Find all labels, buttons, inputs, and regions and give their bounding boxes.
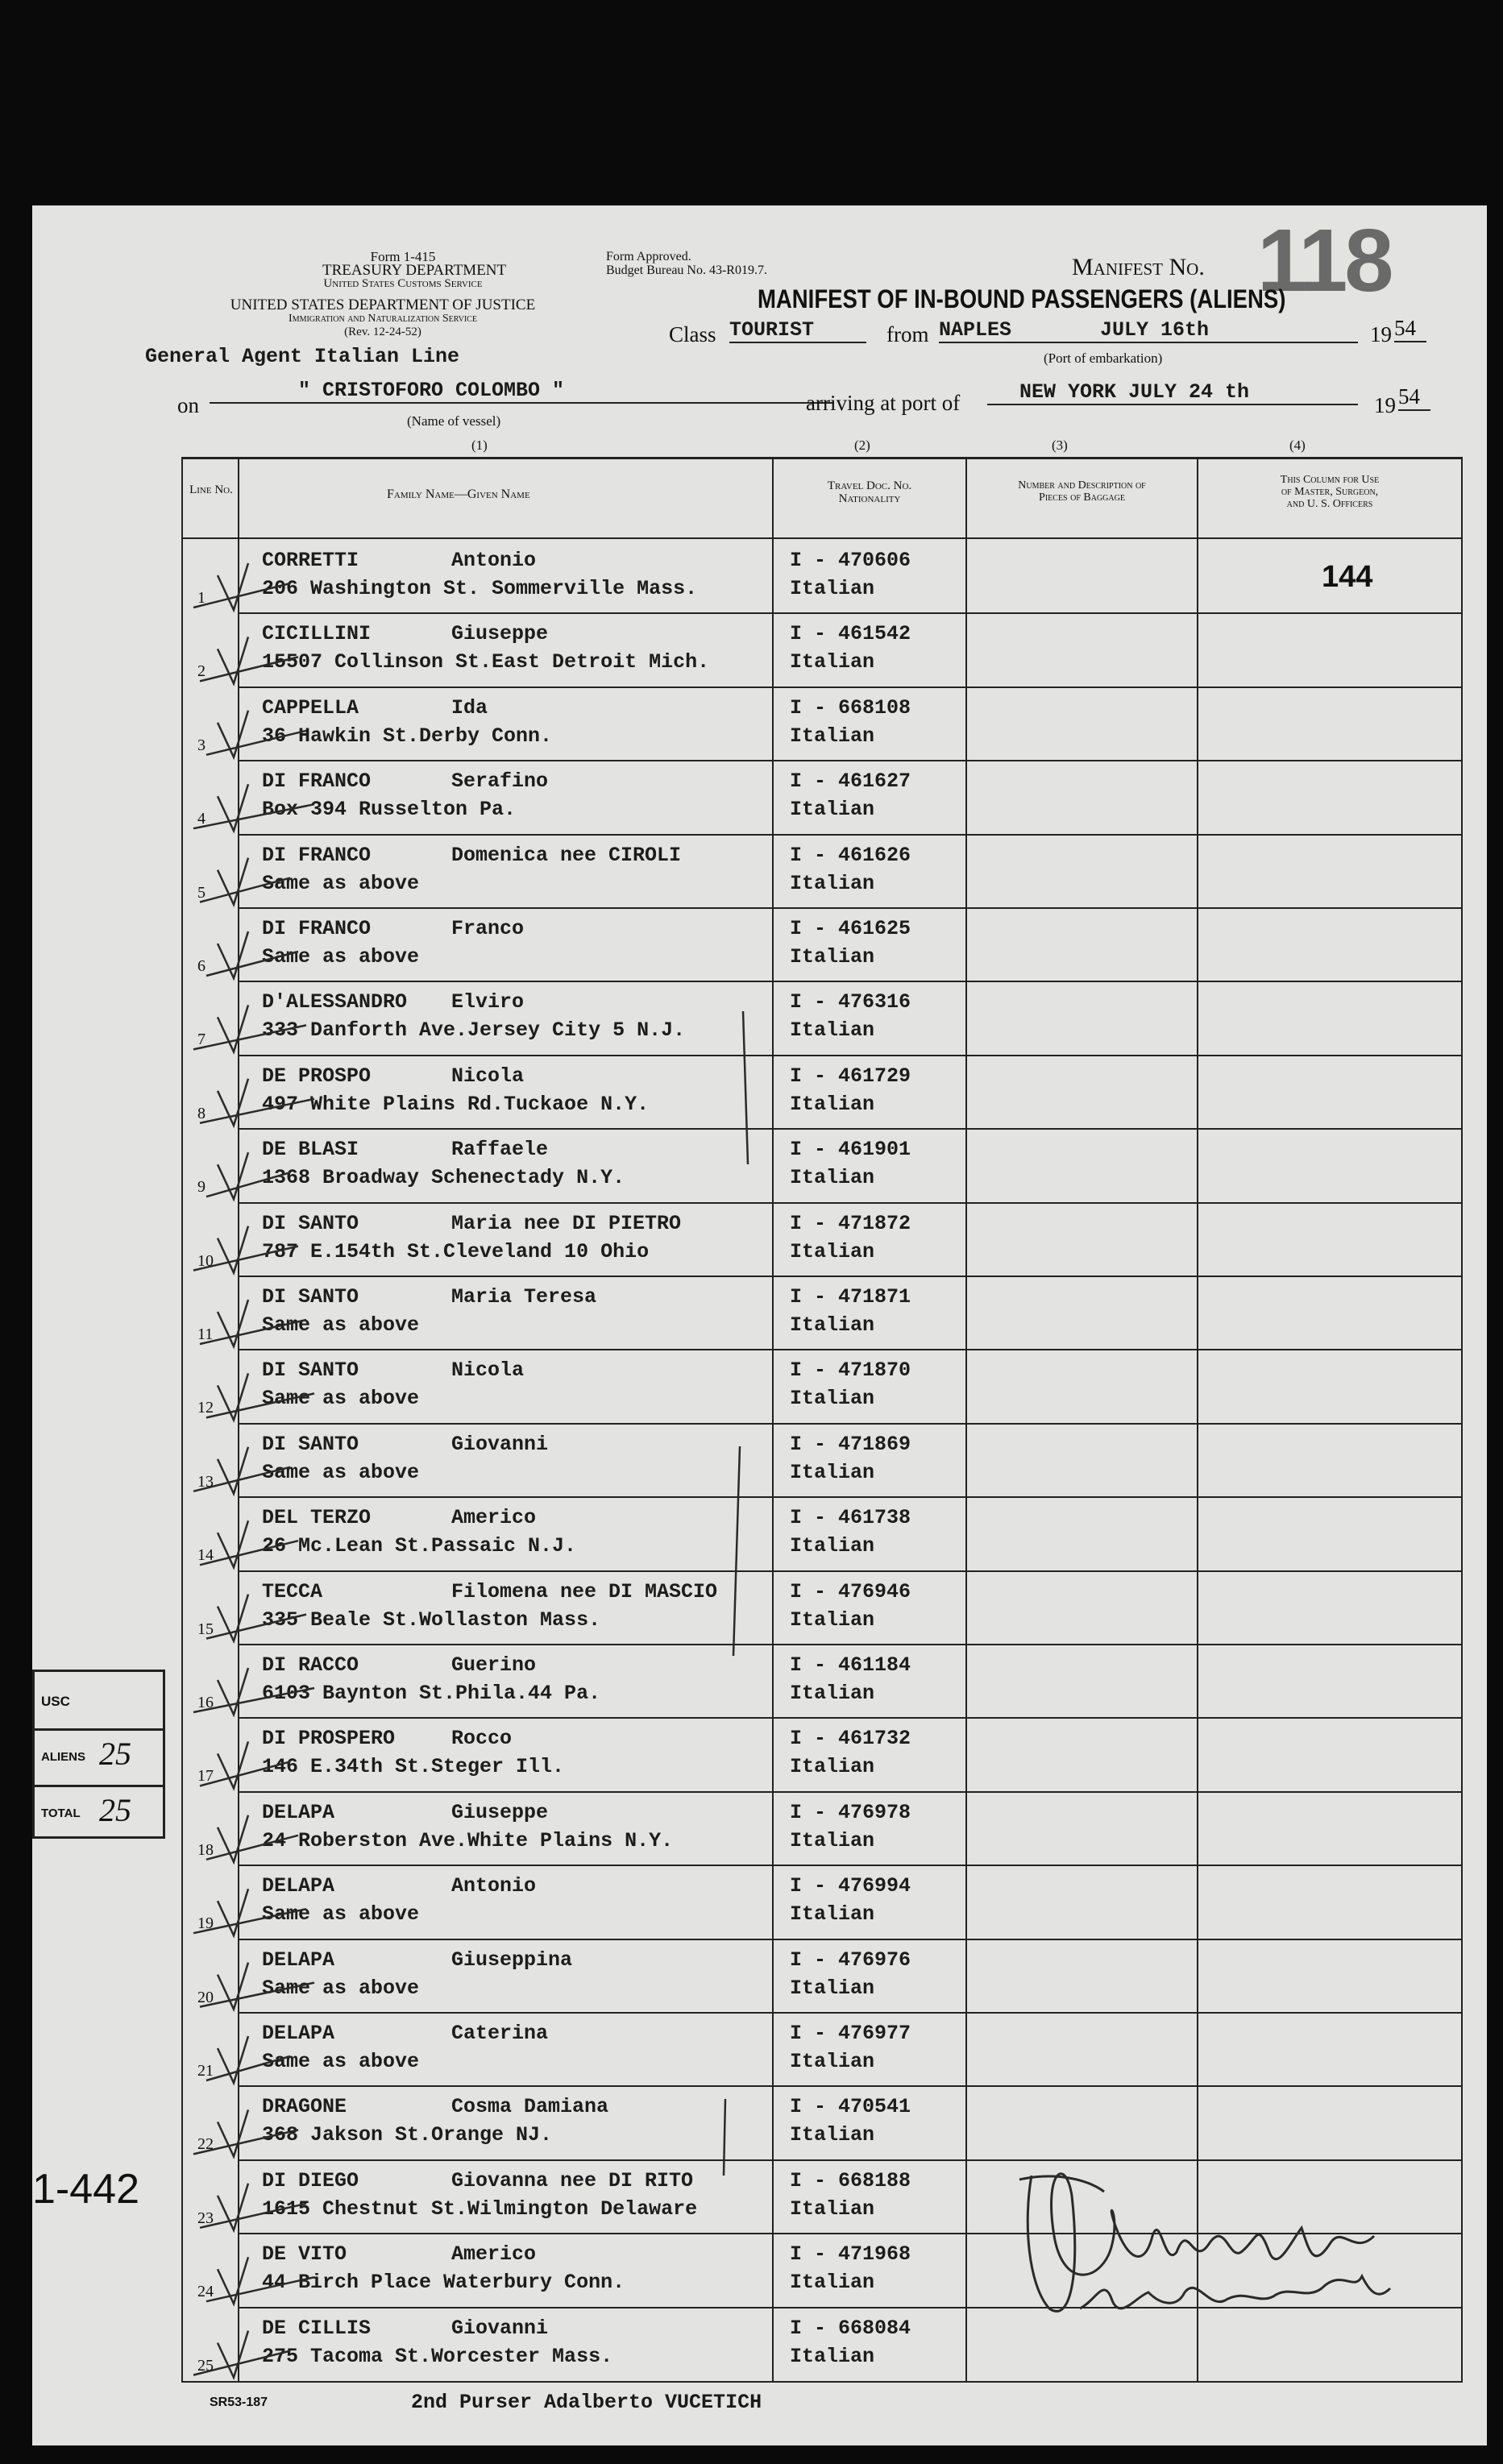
given-name: Raffaele <box>451 1138 549 1162</box>
given-name: Giovanni <box>451 1432 549 1456</box>
given-name: Giuseppina <box>451 1948 573 1972</box>
arrival-value: NEW YORK JULY 24 th <box>987 380 1358 405</box>
nationality: Italian <box>790 798 875 822</box>
col-header-name: Family Name—Given Name <box>387 487 530 501</box>
line-number: 24 <box>197 2283 214 2301</box>
address: 15507 Collinson St.East Detroit Mich. <box>262 650 710 674</box>
table-row <box>32 1570 1487 1644</box>
line-number: 8 <box>197 1104 206 1122</box>
year-embark: 54 <box>1394 316 1426 342</box>
col1-number: (1) <box>471 438 488 453</box>
address: Same as above <box>262 1902 420 1927</box>
line-number: 4 <box>197 810 206 828</box>
table-row <box>32 1202 1487 1276</box>
travel-doc-number: I - 471872 <box>790 1211 911 1235</box>
family-name: DELAPA <box>262 1874 335 1898</box>
address: Same as above <box>262 1460 420 1484</box>
family-name: DI SANTO <box>262 1359 359 1383</box>
line-number: 5 <box>197 883 206 902</box>
table-row <box>32 2012 1487 2085</box>
total-value: 25 <box>99 1792 131 1828</box>
address: Same as above <box>262 2050 420 2073</box>
given-name: Franco <box>451 917 525 940</box>
address: 1368 Broadway Schenectady N.Y. <box>262 1166 625 1190</box>
given-name: Nicola <box>451 1359 525 1383</box>
address: 333 Danforth Ave.Jersey City 5 N.J. <box>262 1018 686 1043</box>
nationality: Italian <box>790 2271 875 2295</box>
travel-doc-number: I - 461729 <box>790 1064 911 1088</box>
from-value: NAPLES <box>939 318 1060 343</box>
travel-doc-number: I - 461627 <box>790 769 911 794</box>
nationality: Italian <box>790 2344 875 2368</box>
port-embark-caption: (Port of embarkation) <box>1044 351 1163 366</box>
nationality: Italian <box>790 1755 875 1779</box>
given-name: Giuseppe <box>451 1800 549 1824</box>
travel-doc-number: I - 668108 <box>790 695 911 720</box>
family-name: DI SANTO <box>262 1285 359 1309</box>
address: Box 394 Russelton Pa. <box>262 798 517 822</box>
family-name: DE CILLIS <box>262 2316 372 2340</box>
nationality: Italian <box>790 1460 875 1484</box>
table-row <box>32 1717 1487 1790</box>
table-row <box>32 612 1487 686</box>
table-row <box>32 1644 1487 1717</box>
nationality: Italian <box>790 1387 875 1411</box>
table-row <box>32 1496 1487 1570</box>
table-row <box>32 981 1487 1054</box>
total-label: TOTAL <box>41 1807 81 1820</box>
family-name: D'ALESSANDRO <box>262 990 408 1014</box>
table-row <box>32 1276 1487 1349</box>
form-code: SR53-187 <box>210 2396 268 2409</box>
travel-doc-number: I - 668188 <box>790 2168 911 2192</box>
justice-dept: UNITED STATES DEPARTMENT OF JUSTICE <box>230 297 536 313</box>
family-name: DELAPA <box>262 1948 335 1972</box>
table-row <box>32 1423 1487 1496</box>
class-label: Class <box>669 322 716 346</box>
travel-doc-number: I - 461738 <box>790 1506 911 1530</box>
given-name: Giovanni <box>451 2316 549 2340</box>
table-row <box>32 539 1487 612</box>
col-header-baggage: Number and Description of <box>1018 479 1146 492</box>
col-header-officers-3: and U. S. Officers <box>1286 498 1373 510</box>
nationality: Italian <box>790 2123 875 2147</box>
family-name: DI SANTO <box>262 1432 359 1456</box>
nationality: Italian <box>790 871 875 895</box>
line-number: 11 <box>197 1325 214 1343</box>
line-number: 6 <box>197 957 206 975</box>
travel-doc-number: I - 471869 <box>790 1432 911 1456</box>
nationality: Italian <box>790 1239 875 1263</box>
line-number: 9 <box>197 1178 206 1197</box>
address: Same as above <box>262 1976 420 2000</box>
line-number: 20 <box>197 1988 214 2006</box>
given-name: Maria nee DI PIETRO <box>451 1211 682 1235</box>
vessel-name: " CRISTOFORO COLOMBO " <box>210 379 834 404</box>
table-row <box>32 2159 1487 2233</box>
family-name: DI DIEGO <box>262 2168 359 2192</box>
given-name: Americo <box>451 1506 537 1530</box>
on-label: on <box>177 393 199 417</box>
travel-doc-number: I - 476976 <box>790 1948 911 1972</box>
officer-count: 144 <box>1322 560 1373 594</box>
manifest-label: Manifest No. <box>1072 254 1205 280</box>
line-number: 10 <box>197 1251 214 1270</box>
address: Same as above <box>262 1313 420 1337</box>
given-name: Serafino <box>451 769 549 794</box>
travel-doc-number: I - 461626 <box>790 843 911 867</box>
given-name: Caterina <box>451 2022 549 2045</box>
line-number: 22 <box>197 2135 214 2154</box>
line-number: 1 <box>197 589 206 607</box>
address: 497 White Plains Rd.Tuckaoe N.Y. <box>262 1092 650 1116</box>
travel-doc-number: I - 461901 <box>790 1138 911 1162</box>
nationality: Italian <box>790 1902 875 1927</box>
nationality: Italian <box>790 1607 875 1632</box>
table-row <box>32 2233 1487 2306</box>
table-row <box>32 1055 1487 1128</box>
col3-number: (3) <box>1052 438 1068 453</box>
family-name: DI FRANCO <box>262 843 372 867</box>
family-name: TECCA <box>262 1579 323 1603</box>
family-name: DELAPA <box>262 1800 335 1824</box>
travel-doc-number: I - 461542 <box>790 622 911 646</box>
nationality: Italian <box>790 2196 875 2221</box>
manifest-number: 118 <box>1257 211 1391 310</box>
nationality: Italian <box>790 650 875 674</box>
family-name: DE PROSPO <box>262 1064 372 1088</box>
line-number: 21 <box>197 2062 214 2080</box>
family-name: DRAGONE <box>262 2095 347 2119</box>
family-name: DE BLASI <box>262 1138 359 1162</box>
arriving-label: arriving at port of <box>806 391 961 415</box>
general-agent: General Agent Italian Line <box>145 345 460 368</box>
address: 36 Hawkin St.Derby Conn. <box>262 724 553 748</box>
col-header-baggage-2: Pieces of Baggage <box>1039 492 1125 504</box>
line-number: 13 <box>197 1472 214 1491</box>
given-name: Antonio <box>451 549 537 572</box>
col-header-doc: Travel Doc. No. <box>827 479 912 492</box>
travel-doc-number: I - 668084 <box>790 2316 911 2340</box>
table-row <box>32 687 1487 760</box>
line-number: 12 <box>197 1399 214 1417</box>
given-name: Ida <box>451 695 488 720</box>
address: Same as above <box>262 1387 420 1411</box>
address: 24 Roberston Ave.White Plains N.Y. <box>262 1828 674 1852</box>
given-name: Antonio <box>451 1874 537 1898</box>
travel-doc-number: I - 471968 <box>790 2242 911 2267</box>
table-row <box>32 1128 1487 1201</box>
address: 368 Jakson St.Orange NJ. <box>262 2123 553 2147</box>
travel-doc-number: I - 476978 <box>790 1800 911 1824</box>
address: Same as above <box>262 945 420 969</box>
address: 275 Tacoma St.Worcester Mass. <box>262 2344 613 2368</box>
col-header-nationality: Nationality <box>838 492 901 505</box>
aliens-label: ALIENS <box>41 1750 86 1764</box>
year-arrival: 54 <box>1398 384 1430 411</box>
given-name: Giovanna nee DI RITO <box>451 2168 694 2192</box>
line-number: 16 <box>197 1694 214 1711</box>
nationality: Italian <box>790 1018 875 1043</box>
col-header-officers: This Column for Use <box>1280 474 1380 486</box>
nationality: Italian <box>790 577 875 600</box>
year-prefix: 19 <box>1370 322 1392 346</box>
purser-line: 2nd Purser Adalberto VUCETICH <box>411 2391 762 2414</box>
embark-date: JULY 16th <box>1060 318 1358 343</box>
nationality: Italian <box>790 1976 875 2000</box>
col-header-officers-2: of Master, Surgeon, <box>1281 486 1379 498</box>
line-number: 15 <box>197 1620 214 1638</box>
nationality: Italian <box>790 1534 875 1558</box>
usc-label: USC <box>41 1694 70 1709</box>
travel-doc-number: I - 476977 <box>790 2022 911 2045</box>
family-name: DI SANTO <box>262 1211 359 1235</box>
given-name: Rocco <box>451 1727 513 1751</box>
manifest-page <box>32 205 1487 2445</box>
address: 335 Beale St.Wollaston Mass. <box>262 1607 601 1632</box>
table-row <box>32 834 1487 907</box>
aliens-value: 25 <box>99 1736 131 1772</box>
nationality: Italian <box>790 2050 875 2073</box>
treasury-dept: TREASURY DEPARTMENT <box>322 262 507 279</box>
address: 26 Mc.Lean St.Passaic N.J. <box>262 1534 577 1558</box>
travel-doc-number: I - 470541 <box>790 2095 911 2119</box>
nationality: Italian <box>790 1166 875 1190</box>
class-value: TOURIST <box>729 318 866 343</box>
given-name: Maria Teresa <box>451 1285 597 1309</box>
given-name: Nicola <box>451 1064 525 1088</box>
address: 1615 Chestnut St.Wilmington Delaware <box>262 2196 698 2221</box>
line-number: 7 <box>197 1031 206 1049</box>
family-name: DELAPA <box>262 2022 335 2045</box>
table-row <box>32 1349 1487 1422</box>
family-name: DI RACCO <box>262 1653 359 1677</box>
family-name: DI PROSPERO <box>262 1727 396 1751</box>
tally-box <box>32 1670 165 1839</box>
line-number: 18 <box>197 1840 214 1859</box>
signature-text <box>1032 2220 1038 2221</box>
col2-number: (2) <box>854 438 870 453</box>
travel-doc-number: I - 461732 <box>790 1727 911 1751</box>
line-number: 19 <box>197 1914 214 1933</box>
year-prefix-arrival: 19 <box>1374 393 1396 417</box>
address: 44 Birch Place Waterbury Conn. <box>262 2271 625 2295</box>
travel-doc-number: I - 476316 <box>790 990 911 1014</box>
address: Same as above <box>262 871 420 895</box>
table-row <box>32 760 1487 833</box>
col4-number: (4) <box>1289 438 1306 453</box>
family-name: CORRETTI <box>262 549 359 572</box>
budget-bureau: Budget Bureau No. 43-R019.7. <box>606 263 767 277</box>
col-header-line-no: Line No. <box>189 483 233 496</box>
travel-doc-number: I - 470606 <box>790 549 911 572</box>
given-name: Guerino <box>451 1653 537 1677</box>
family-name: DEL TERZO <box>262 1506 372 1530</box>
family-name: CICILLINI <box>262 622 372 646</box>
form-approved: Form Approved. <box>606 250 691 263</box>
vessel-caption: (Name of vessel) <box>407 413 501 429</box>
given-name: Elviro <box>451 990 525 1014</box>
table-row <box>32 1791 1487 1865</box>
nationality: Italian <box>790 1828 875 1852</box>
travel-doc-number: I - 476946 <box>790 1579 911 1603</box>
nationality: Italian <box>790 1682 875 1705</box>
given-name: Domenica nee CIROLI <box>451 843 682 867</box>
line-number: 23 <box>197 2209 214 2227</box>
given-name: Cosma Damiana <box>451 2095 609 2119</box>
margin-stamp: 1-442 <box>32 2166 139 2213</box>
from-label: from <box>886 322 929 346</box>
manifest-title: MANIFEST OF IN-BOUND PASSENGERS (ALIENS) <box>758 284 1286 313</box>
table-row <box>32 907 1487 981</box>
line-number: 17 <box>197 1767 214 1786</box>
travel-doc-number: I - 471870 <box>790 1359 911 1383</box>
family-name: DE VITO <box>262 2242 347 2267</box>
form-number: Form 1-415 <box>370 249 436 264</box>
table-row <box>32 1865 1487 1938</box>
address: 787 E.154th St.Cleveland 10 Ohio <box>262 1239 650 1263</box>
address: 6103 Baynton St.Phila.44 Pa. <box>262 1682 601 1705</box>
travel-doc-number: I - 461625 <box>790 917 911 940</box>
family-name: DI FRANCO <box>262 917 372 940</box>
given-name: Filomena nee DI MASCIO <box>451 1579 718 1603</box>
table-row <box>32 1939 1487 2012</box>
address: 206 Washington St. Sommerville Mass. <box>262 577 698 600</box>
travel-doc-number: I - 461184 <box>790 1653 911 1677</box>
family-name: DI FRANCO <box>262 769 372 794</box>
travel-doc-number: I - 476994 <box>790 1874 911 1898</box>
address: 146 E.34th St.Steger Ill. <box>262 1755 565 1779</box>
nationality: Italian <box>790 945 875 969</box>
given-name: Americo <box>451 2242 537 2267</box>
line-number: 2 <box>197 662 206 681</box>
line-number: 14 <box>197 1546 214 1565</box>
nationality: Italian <box>790 724 875 748</box>
nationality: Italian <box>790 1313 875 1337</box>
ins-service: Immigration and Naturalization Service <box>289 313 477 325</box>
travel-doc-number: I - 471871 <box>790 1285 911 1309</box>
line-number: 25 <box>197 2356 214 2375</box>
revision: (Rev. 12-24-52) <box>344 326 421 338</box>
family-name: CAPPELLA <box>262 695 359 720</box>
nationality: Italian <box>790 1092 875 1116</box>
table-row <box>32 2307 1487 2380</box>
given-name: Giuseppe <box>451 622 549 646</box>
table-row <box>32 2085 1487 2159</box>
customs-service: United States Customs Service <box>323 277 483 290</box>
line-number: 3 <box>197 736 206 754</box>
